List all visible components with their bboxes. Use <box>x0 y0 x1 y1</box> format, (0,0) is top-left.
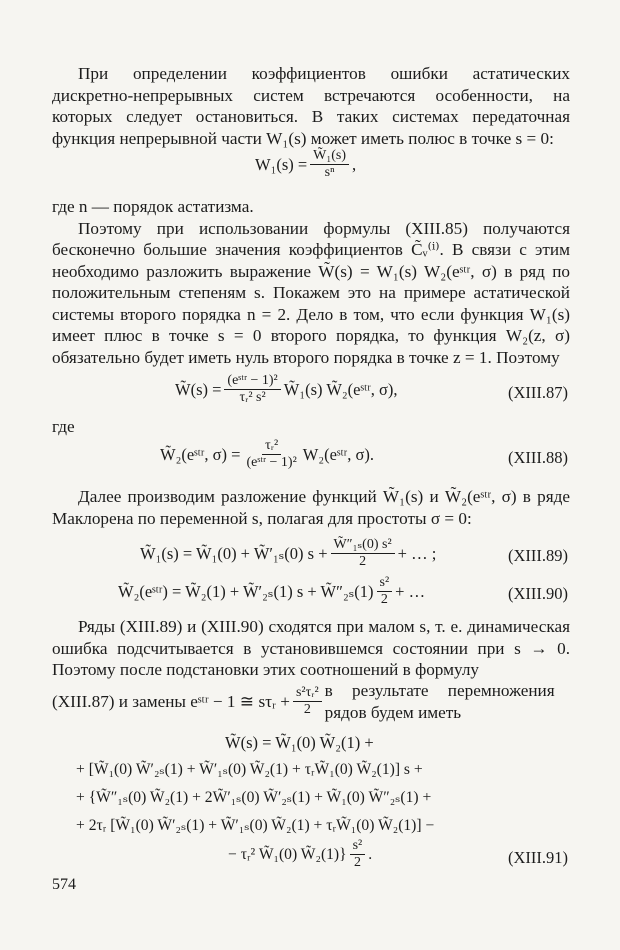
eq88-label: (XIII.88) <box>507 448 568 467</box>
eq89-numerator: W̃″₁ₛ(0) s² <box>331 537 395 554</box>
paragraph-block-2 <box>52 196 570 368</box>
eq88-numerator: τᵣ² <box>262 438 281 455</box>
paragraph-1: При определении коэффициентов ошибки астатических дискретно-непрерывных систем встречаются особенности, на которых следует остановиться. В таких системах передаточная функция непрерывной части W₁(s) может иметь полюс в точке s = 0: <box>52 64 570 148</box>
eq1-lhs: W₁(s) = <box>255 154 308 174</box>
equation-xiii-89 <box>140 537 436 570</box>
paragraph-block-3 <box>52 486 570 529</box>
eq87-fraction <box>224 373 280 406</box>
eq91-line-2: + [W̃₁(0) W̃′₂ₛ(1) + W̃′₁ₛ(0) W̃₂(1) + τᵣW̃₁(0) W̃₂(1)] s + <box>76 761 423 778</box>
paragraph-2: Поэтому при использовании формулы (XIII.85) получаются бесконечно большие значения коэффициентов C̃ᵥ⁽ⁱ⁾. В связи с этим необходимо разложить выражение W̃(s) = W₁(s) W₂(eˢᵗʳ, σ) в ряд по положительным степеням s. Покажем это на примере астатической системы второго порядка n = 2. Дело в том, что если функция W₁(s) имеет плюс в точке s = 0 второго порядка, то функция W₂(z, σ) обязательно будет иметь нуль второго порядка в точке z = 1. Поэтому <box>52 218 570 367</box>
eq91-line-4: + 2τᵣ [W̃₁(0) W̃′₂ₛ(1) + W̃′₁ₛ(0) W̃₂(1) + τᵣW̃₁(0) W̃₂(1)] − <box>76 817 435 834</box>
where-label: где <box>52 417 75 436</box>
eq1-denominator: sⁿ <box>324 165 335 180</box>
eq1-fraction <box>310 148 349 181</box>
eq89-denominator: 2 <box>359 554 367 569</box>
paragraph-4b-fraction <box>293 685 322 718</box>
eq1-numerator: W̃₁(s) <box>310 148 349 165</box>
eq87-label: (XIII.87) <box>507 383 568 402</box>
eq91-line-3: + {W̃″₁ₛ(0) W̃₂(1) + 2W̃′₁ₛ(0) W̃′₂ₛ(1) + W̃₁(0) W̃″₂ₛ(1) + <box>76 789 432 806</box>
equation-w1 <box>255 148 356 181</box>
eq87-rhs: W̃₁(s) W̃₂(eˢᵗʳ, σ), <box>283 379 398 399</box>
eq90-fraction <box>377 575 393 608</box>
paragraph-intro <box>52 63 570 149</box>
eq87-denominator: τᵣ² s² <box>239 390 266 405</box>
eq88-rhs: W₂(eˢᵗʳ, σ). <box>302 444 374 464</box>
paragraph-block-4 <box>52 616 570 681</box>
eq90-tail: + … <box>395 581 426 601</box>
eq91-label: (XIII.91) <box>507 848 568 867</box>
eq89-label: (XIII.89) <box>507 546 568 565</box>
eq91-line-5-pre: − τᵣ² W̃₁(0) W̃₂(1)} <box>228 845 347 863</box>
eq91-line-5-denominator: 2 <box>353 855 361 870</box>
eq90-lhs: W̃₂(eˢᵗʳ) = W̃₂(1) + W̃′₂ₛ(1) s + W̃″₂ₛ(1) <box>118 581 374 601</box>
paragraph-4b <box>52 680 570 723</box>
paragraph-4b-pre: (XIII.87) и замены eˢᵗʳ − 1 ≅ sτᵣ + <box>52 691 290 711</box>
eq91-line-5-numerator: s² <box>350 838 366 855</box>
eq87-lhs: W̃(s) = <box>175 379 222 399</box>
paragraph-4b-post: в результате перемножения рядов будем иметь <box>324 681 555 722</box>
paragraph-4b-numerator: s²τᵣ² <box>293 685 322 702</box>
eq87-numerator: (eˢᵗʳ − 1)² <box>224 373 280 390</box>
eq91-line-5-fraction <box>350 838 366 871</box>
where-n: где n — порядок астатизма. <box>52 197 254 216</box>
eq91-line-1: W̃(s) = W̃₁(0) W̃₂(1) + <box>225 733 374 752</box>
eq91-line-5-post: . <box>368 845 373 863</box>
eq89-fraction <box>331 537 395 570</box>
page-number: 574 <box>52 876 76 893</box>
paragraph-4b-denominator: 2 <box>303 702 311 717</box>
eq90-label: (XIII.90) <box>507 584 568 603</box>
eq90-numerator: s² <box>377 575 393 592</box>
equation-xiii-90 <box>118 575 425 608</box>
eq89-tail: + … ; <box>397 543 437 563</box>
equation-xiii-88 <box>160 438 374 471</box>
eq1-tail: , <box>352 154 357 174</box>
eq91-line-5 <box>228 838 372 871</box>
eq90-denominator: 2 <box>380 592 388 607</box>
paragraph-3: Далее производим разложение функций W̃₁(s) и W̃₂(eˢᵗʳ, σ) в ряде Маклорена по переменной s, полагая для простоты σ = 0: <box>52 487 570 528</box>
eq88-lhs: W̃₂(eˢᵗʳ, σ) = <box>160 444 241 464</box>
paragraph-4a: Ряды (XIII.89) и (XIII.90) сходятся при малом s, т. е. динамическая ошибка подсчитывается в установившемся состоянии при s → 0. Поэтому после подстановки этих соотношений в формулу <box>52 617 570 679</box>
eq88-fraction <box>243 438 299 471</box>
equation-xiii-87 <box>175 373 397 406</box>
eq89-lhs: W̃₁(s) = W̃₁(0) + W̃′₁ₛ(0) s + <box>140 543 328 563</box>
eq88-denominator: (eˢᵗʳ − 1)² <box>246 455 297 470</box>
